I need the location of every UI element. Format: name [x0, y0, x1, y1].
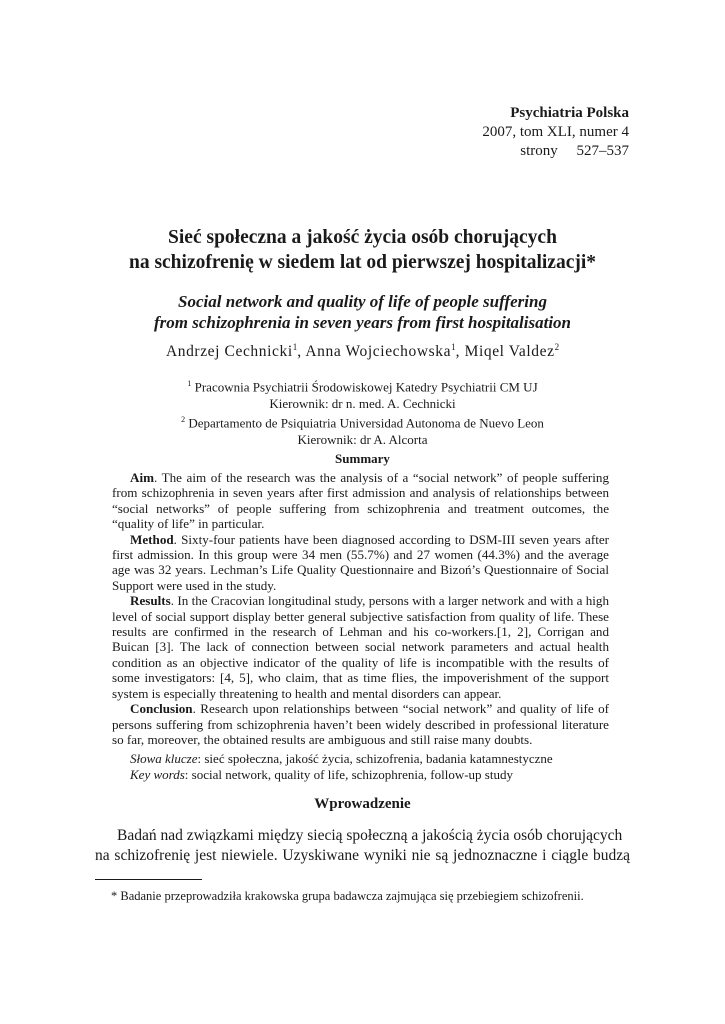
conclusion-label: Conclusion: [130, 701, 193, 717]
aim-text: . The aim of the research was the analysis of a “social network” of people suffering from schizophrenia in seven years after first admission and analysis of relationships between “social networks” of people suffering from schizophrenia and treatment outcomes, the “quality of life” in particular.: [112, 470, 609, 532]
author-sup: 1: [451, 342, 456, 352]
keywords-english-label: Key words: [130, 767, 185, 782]
title-english: [60, 291, 665, 333]
abstract-conclusion: [112, 701, 609, 747]
keywords-polish: [130, 751, 630, 767]
author-name: Andrzej Cechnicki: [165, 343, 293, 361]
author-name: Anna Wojciechowska: [305, 343, 452, 361]
affiliation-2: [60, 412, 665, 432]
title-polish-line2: na schizofrenię w siedem lat od pierwszej hospitalizacji*: [128, 252, 597, 273]
keywords-polish-text: : sieć społeczna, jakość życia, schizofrenia, badania katamnestyczne: [197, 751, 553, 766]
aim-label: Aim: [130, 470, 155, 485]
intro-line-1: Badań nad związkami między siecią społeczną a jakością życia osób chorujących: [117, 827, 623, 844]
method-label: Method: [130, 531, 174, 547]
journal-volume: 2007, tom XLI, numer 4: [482, 124, 629, 140]
conclusion-text: . Research upon relationships between “social network” and quality of life of persons suffering from schizophrenia haven’t been widely described in professional literature so far, moreover, the obtained results are ambiguous and still raise many doubts.: [112, 701, 609, 747]
footnote-rule: [95, 879, 202, 880]
title-polish: [60, 225, 665, 275]
affiliation-sup: 1: [187, 379, 192, 388]
intro-paragraph: [95, 826, 630, 866]
keywords-polish-label: Słowa klucze: [130, 751, 198, 766]
footnote: * Badanie przeprowadziła krakowska grupa badawcza zajmująca się przebiegiem schizofrenii.: [111, 889, 584, 903]
intro-heading: Wprowadzenie: [314, 796, 411, 812]
affiliations: [60, 376, 665, 449]
title-polish-line1: Sieć społeczna a jakość życia osób chorujących: [168, 227, 557, 248]
affiliation-2-head: Kierownik: dr A. Alcorta: [297, 432, 428, 448]
abstract-results: [112, 593, 609, 701]
authors: Andrzej Cechnicki$^1$, Anna Wojciechowska$^1$, Miqel Valdez$^2$: [165, 342, 560, 361]
abstract-aim: [112, 470, 609, 532]
title-english-line1: Social network and quality of life of people suffering: [178, 292, 547, 311]
intro-line-2: na schizofrenię jest niewiele. Uzyskiwane wyniki nie są jednoznaczne i ciągle budzą: [95, 847, 630, 864]
affiliation-1: [60, 376, 665, 396]
abstract: [112, 470, 609, 747]
affiliation-text: Departamento de Psiquiatria Universidad Autonoma de Nuevo Leon: [188, 415, 544, 431]
affiliation-sup: 2: [181, 415, 186, 425]
keywords-english-text: : social network, quality of life, schizophrenia, follow-up study: [184, 767, 513, 782]
results-label: Results: [130, 593, 171, 609]
journal-info: [482, 104, 629, 161]
author-sup: 2: [554, 342, 560, 352]
affiliation-text: Pracownia Psychiatrii Środowiskowej Katedry Psychiatrii CM UJ: [194, 379, 538, 395]
journal-pages: strony 527–537: [520, 143, 629, 159]
affiliation-1-head: Kierownik: dr n. med. A. Cechnicki: [269, 395, 456, 411]
results-text: . In the Cracovian longitudinal study, persons with a larger network and with a high level of social support display better general subjective satisfaction from quality of life. These results are confirmed in the research of Lehman and his co-workers.[1, 2], Corrigan and Buican [3]. The lack of connection between social network parameters and actual health condition as an objective indicator of the quality of life is incompatible with the results of some investigators: [4, 5], who claim, that as time flies, the impoverishment of the support system is especially threatening to health and mental disorders can appear.: [112, 593, 609, 701]
title-english-line2: from schizophrenia in seven years from first hospitalisation: [153, 313, 572, 332]
keywords: [130, 751, 630, 783]
keywords-english: [130, 767, 630, 783]
abstract-method: [112, 532, 609, 594]
author-name: Miqel Valdez: [464, 343, 555, 361]
summary-heading: Summary: [335, 451, 390, 466]
author-sup: 1: [292, 342, 298, 352]
journal-name: Psychiatria Polska: [510, 105, 629, 121]
method-text: . Sixty-four patients have been diagnosed according to DSM-III seven years after first admission. In this group were 34 men (55.7%) and 27 women (44.3%) and the average age was 32 years. Lechman’s Life Quality Questionnaire and Bizoń’s Questionnaire of Social Support were used in the study.: [112, 531, 609, 593]
